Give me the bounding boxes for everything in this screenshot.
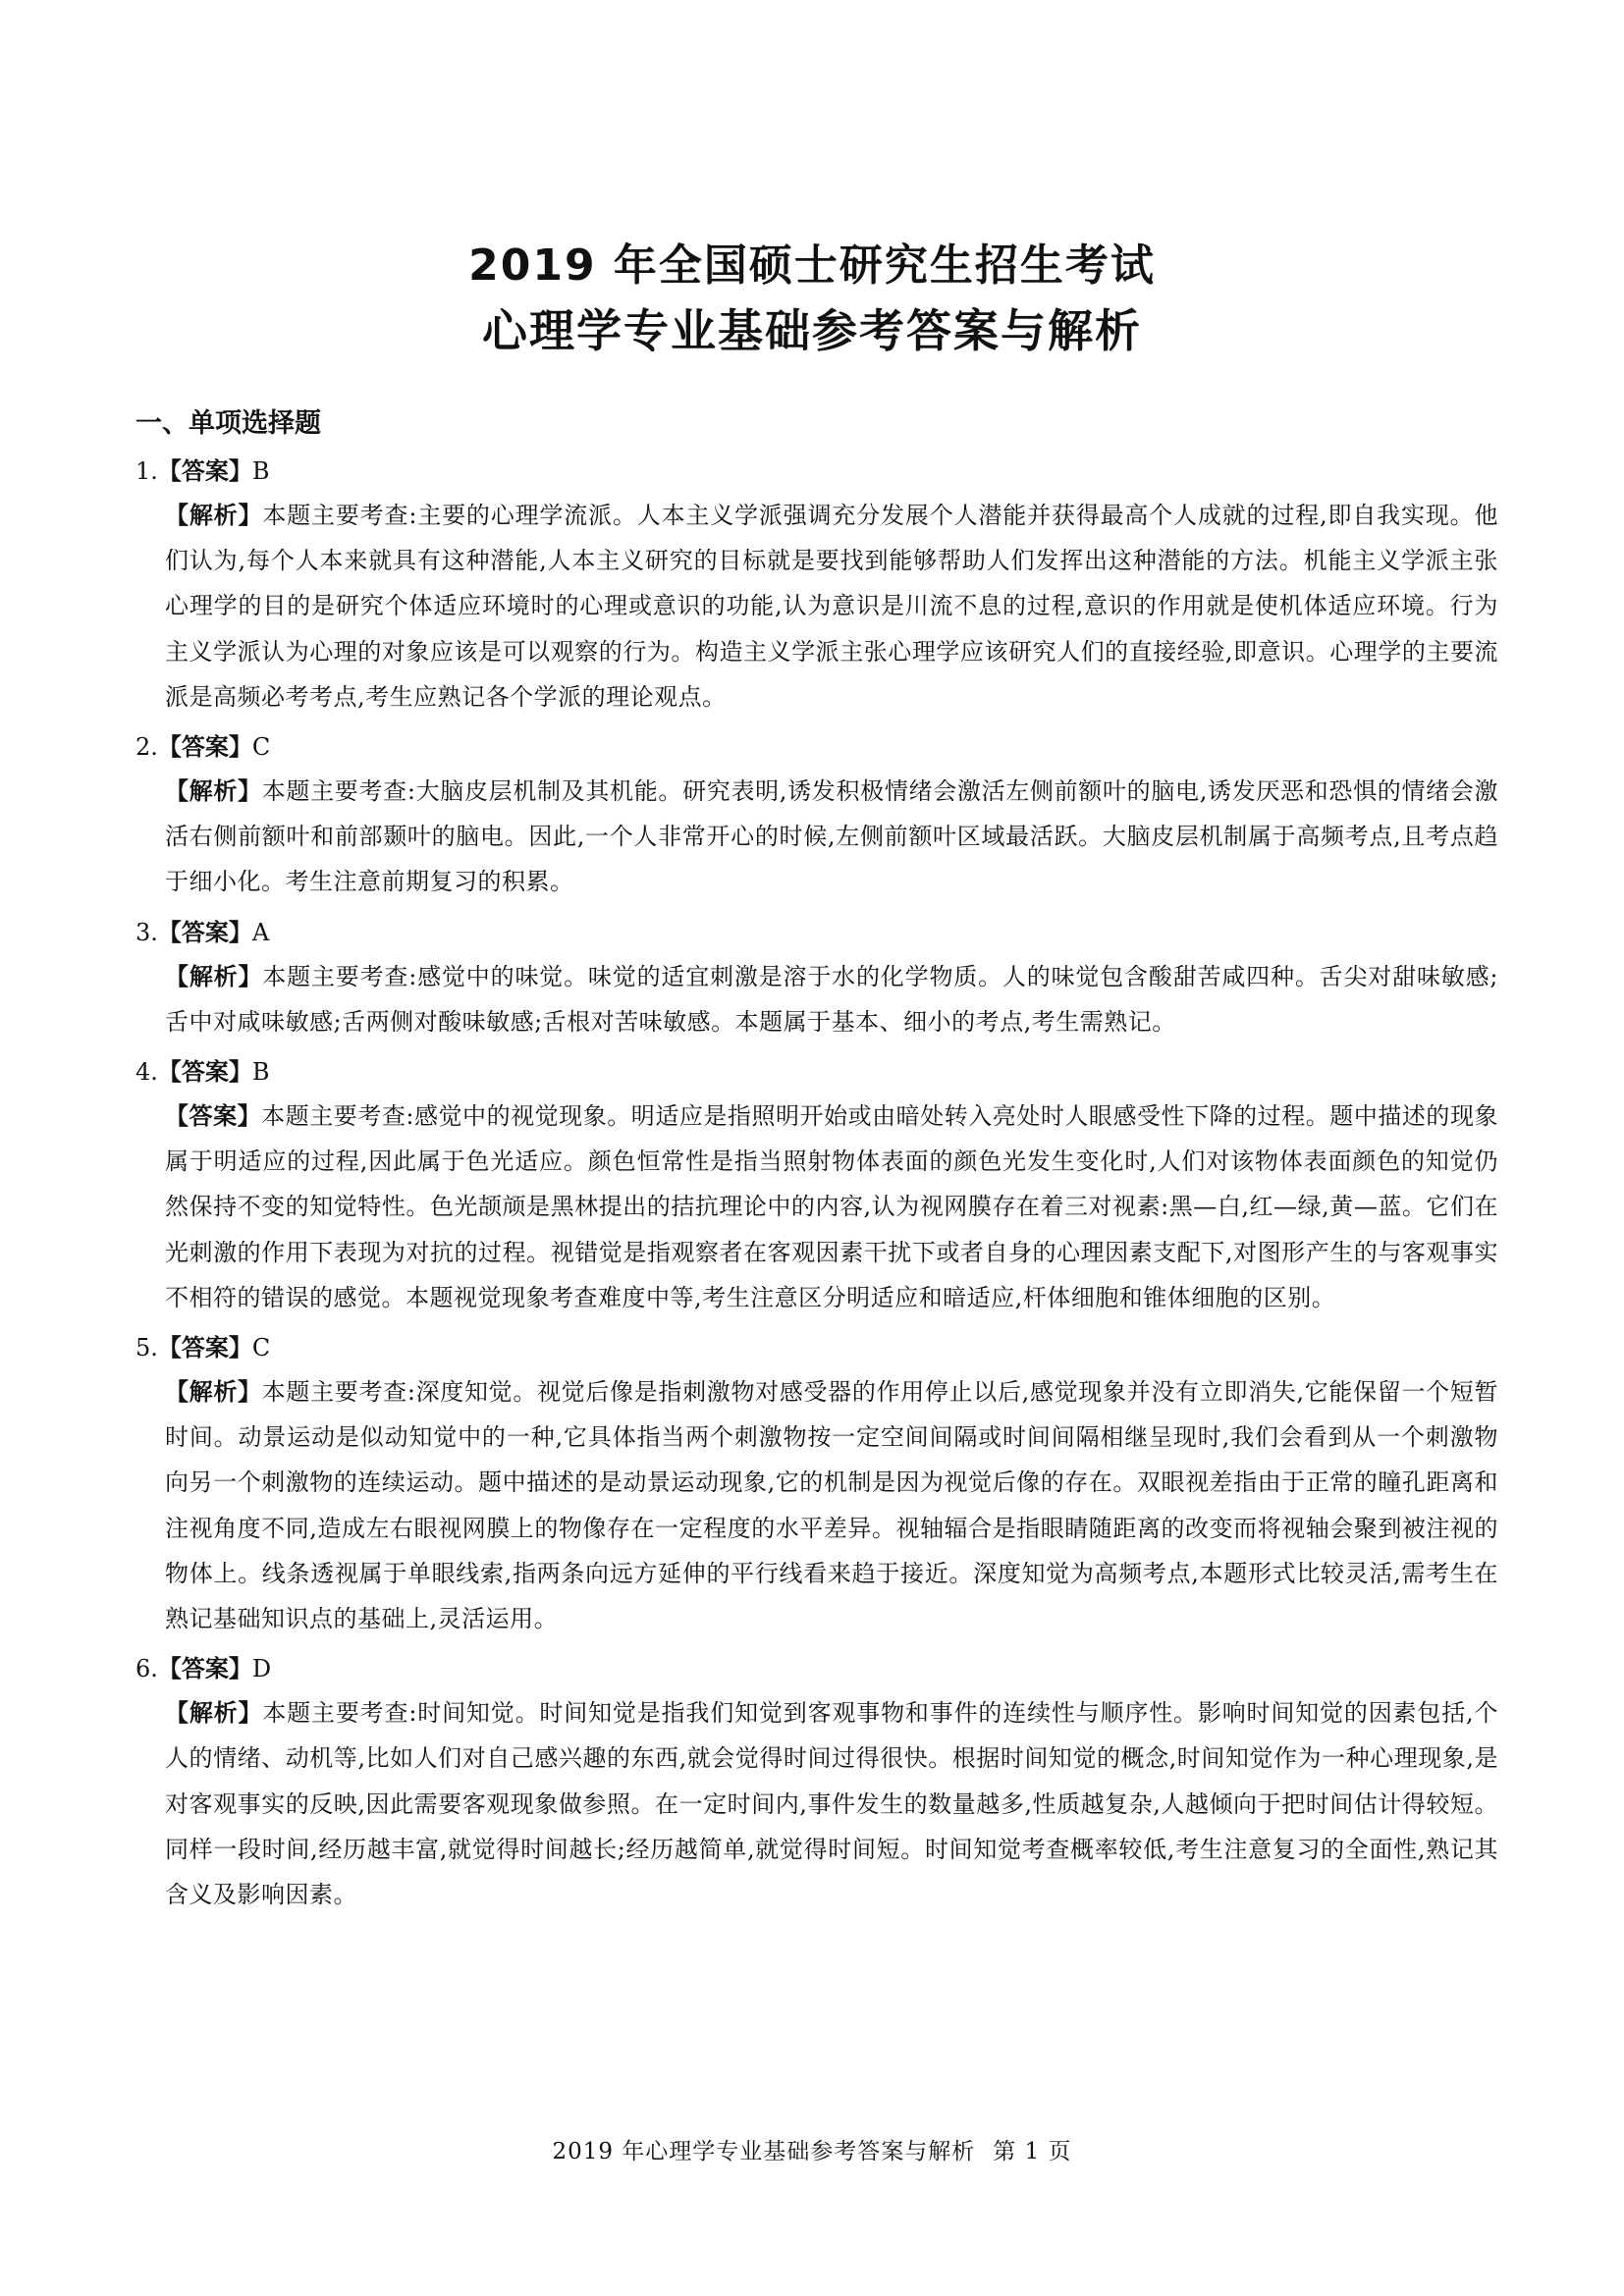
title-line-2: 心理学专业基础参考答案与解析	[482, 304, 1142, 357]
analysis-tag: 【解析】	[165, 1699, 263, 1728]
question-number: 3.	[135, 918, 158, 946]
answer-line	[135, 1328, 1498, 1367]
analysis-text: 本题主要考查:感觉中的视觉现象。明适应是指照明开始或由暗处转入亮处时人眼感受性下降的过程。题中描述的现象属于明适应的过程,因此属于色光适应。颜色恒常性是指当照射物体表面的颜色光发生变化时,人们对该物体表面颜色的知觉仍然保持不变的知觉特性。色光颉颃是黑林提出的拮抗理论中的内容,认为视网膜存在着三对视素:黑—白,红—绿,黄—蓝。它们在光刺激的作用下表现为对抗的过程。视错觉是指观察者在客观因素干扰下或者自身的心理因素支配下,对图形产生的与客观事实不相符的错误的感觉。本题视觉现象考查难度中等,考生注意区分明适应和暗适应,杆体细胞和锥体细胞的区别。	[165, 1102, 1498, 1311]
answer-tag: 【答案】	[157, 918, 252, 946]
answer-line	[135, 1649, 1498, 1688]
analysis-text: 本题主要考查:深度知觉。视觉后像是指刺激物对感受器的作用停止以后,感觉现象并没有立即消失,它能保留一个短暂时间。动景运动是似动知觉中的一种,它具体指当两个刺激物按一定空间间隔或时间间隔相继呈现时,我们会看到从一个刺激物向另一个刺激物的连续运动。题中描述的是动景运动现象,它的机制是因为视觉后像的存在。双眼视差指由于正常的瞳孔距离和注视角度不同,造成左右眼视网膜上的物像存在一定程度的水平差异。视轴辐合是指眼睛随距离的改变而将视轴会聚到被注视的物体上。线条透视属于单眼线索,指两条向远方延伸的平行线看来趋于接近。深度知觉为高频考点,本题形式比较灵活,需考生在熟记基础知识点的基础上,灵活运用。	[165, 1378, 1499, 1633]
analysis-tag: 【解析】	[165, 502, 263, 529]
analysis-paragraph	[165, 954, 1498, 1044]
analysis-tag: 【答案】	[165, 1102, 262, 1131]
analysis-paragraph	[165, 493, 1498, 720]
answer-tag: 【答案】	[157, 457, 252, 485]
answer-value: B	[251, 457, 270, 485]
analysis-tag: 【解析】	[165, 777, 262, 806]
question-number: 1.	[135, 457, 158, 485]
analysis-paragraph	[165, 1690, 1498, 1917]
analysis-text: 本题主要考查:主要的心理学流派。人本主义学派强调充分发展个人潜能并获得最高个人成就的过程,即自我实现。他们认为,每个人本来就具有这种潜能,人本主义研究的目标就是要找到能够帮助人们发挥出这种潜能的方法。机能主义学派主张心理学的目的是研究个体适应环境时的心理或意识的功能,认为意识是川流不息的过程,意识的作用就是使机体适应环境。行为主义学派认为心理的对象应该是可以观察的行为。构造主义学派主张心理学应该研究人们的直接经验,即意识。心理学的主要流派是高频必考考点,考生应熟记各个学派的理论观点。	[165, 502, 1499, 711]
question-number: 6.	[135, 1655, 158, 1683]
analysis-paragraph	[165, 1369, 1498, 1641]
answer-tag: 【答案】	[157, 1058, 252, 1087]
section-heading: 一、单项选择题	[135, 408, 321, 439]
answer-line	[135, 452, 1498, 491]
question-number: 4.	[135, 1058, 158, 1087]
answer-value: C	[251, 733, 271, 762]
analysis-paragraph	[165, 769, 1498, 905]
analysis-text: 本题主要考查:大脑皮层机制及其机能。研究表明,诱发积极情绪会激活左侧前额叶的脑电,诱发厌恶和恐惧的情绪会激活右侧前额叶和前部颞叶的脑电。因此,一个人非常开心的时候,左侧前额叶区域最活跃。大脑皮层机制属于高频考点,且考点趋于细小化。考生注意前期复习的积累。	[165, 777, 1499, 896]
question-number: 5.	[135, 1334, 158, 1362]
page-number: 第 1 页	[993, 2139, 1072, 2164]
title-line-1: 2019 年全国硕士研究生招生考试	[468, 240, 1156, 291]
answer-line	[135, 727, 1498, 767]
question-6	[126, 1649, 1498, 1917]
answer-value: B	[251, 1058, 270, 1087]
answer-line	[135, 913, 1498, 952]
question-5	[126, 1328, 1498, 1641]
analysis-text: 本题主要考查:感觉中的味觉。味觉的适宜刺激是溶于水的化学物质。人的味觉包含酸甜苦咸四种。舌尖对甜味敏感;舌中对咸味敏感;舌两侧对酸味敏感;舌根对苦味敏感。本题属于基本、细小的考点,考生需熟记。	[165, 962, 1498, 1036]
question-4	[126, 1052, 1498, 1320]
analysis-tag: 【解析】	[165, 1378, 262, 1407]
answer-value: A	[251, 918, 270, 946]
question-2	[126, 727, 1498, 905]
question-number: 2.	[135, 733, 158, 762]
answer-value: C	[251, 1334, 271, 1362]
analysis-tag: 【解析】	[165, 962, 263, 990]
answer-line	[135, 1052, 1498, 1092]
footer-title: 2019 年心理学专业基础参考答案与解析	[552, 2139, 976, 2164]
analysis-paragraph	[165, 1094, 1498, 1320]
question-1	[126, 452, 1498, 720]
question-3	[126, 913, 1498, 1044]
answer-value: D	[251, 1655, 272, 1683]
page-title	[126, 0, 1498, 361]
answer-tag: 【答案】	[157, 733, 252, 762]
analysis-text: 本题主要考查:时间知觉。时间知觉是指我们知觉到客观事物和事件的连续性与顺序性。影响时间知觉的因素包括,个人的情绪、动机等,比如人们对自己感兴趣的东西,就会觉得时间过得很快。根据时间知觉的概念,时间知觉作为一种心理现象,是对客观事实的反映,因此需要客观现象做参照。在一定时间内,事件发生的数量越多,性质越复杂,人越倾向于把时间估计得较短。同样一段时间,经历越丰富,就觉得时间越长;经历越简单,就觉得时间短。时间知觉考查概率较低,考生注意复习的全面性,熟记其含义及影响因素。	[165, 1699, 1499, 1909]
answer-tag: 【答案】	[157, 1655, 252, 1683]
answer-tag: 【答案】	[157, 1334, 252, 1362]
page-footer	[0, 2136, 1624, 2167]
